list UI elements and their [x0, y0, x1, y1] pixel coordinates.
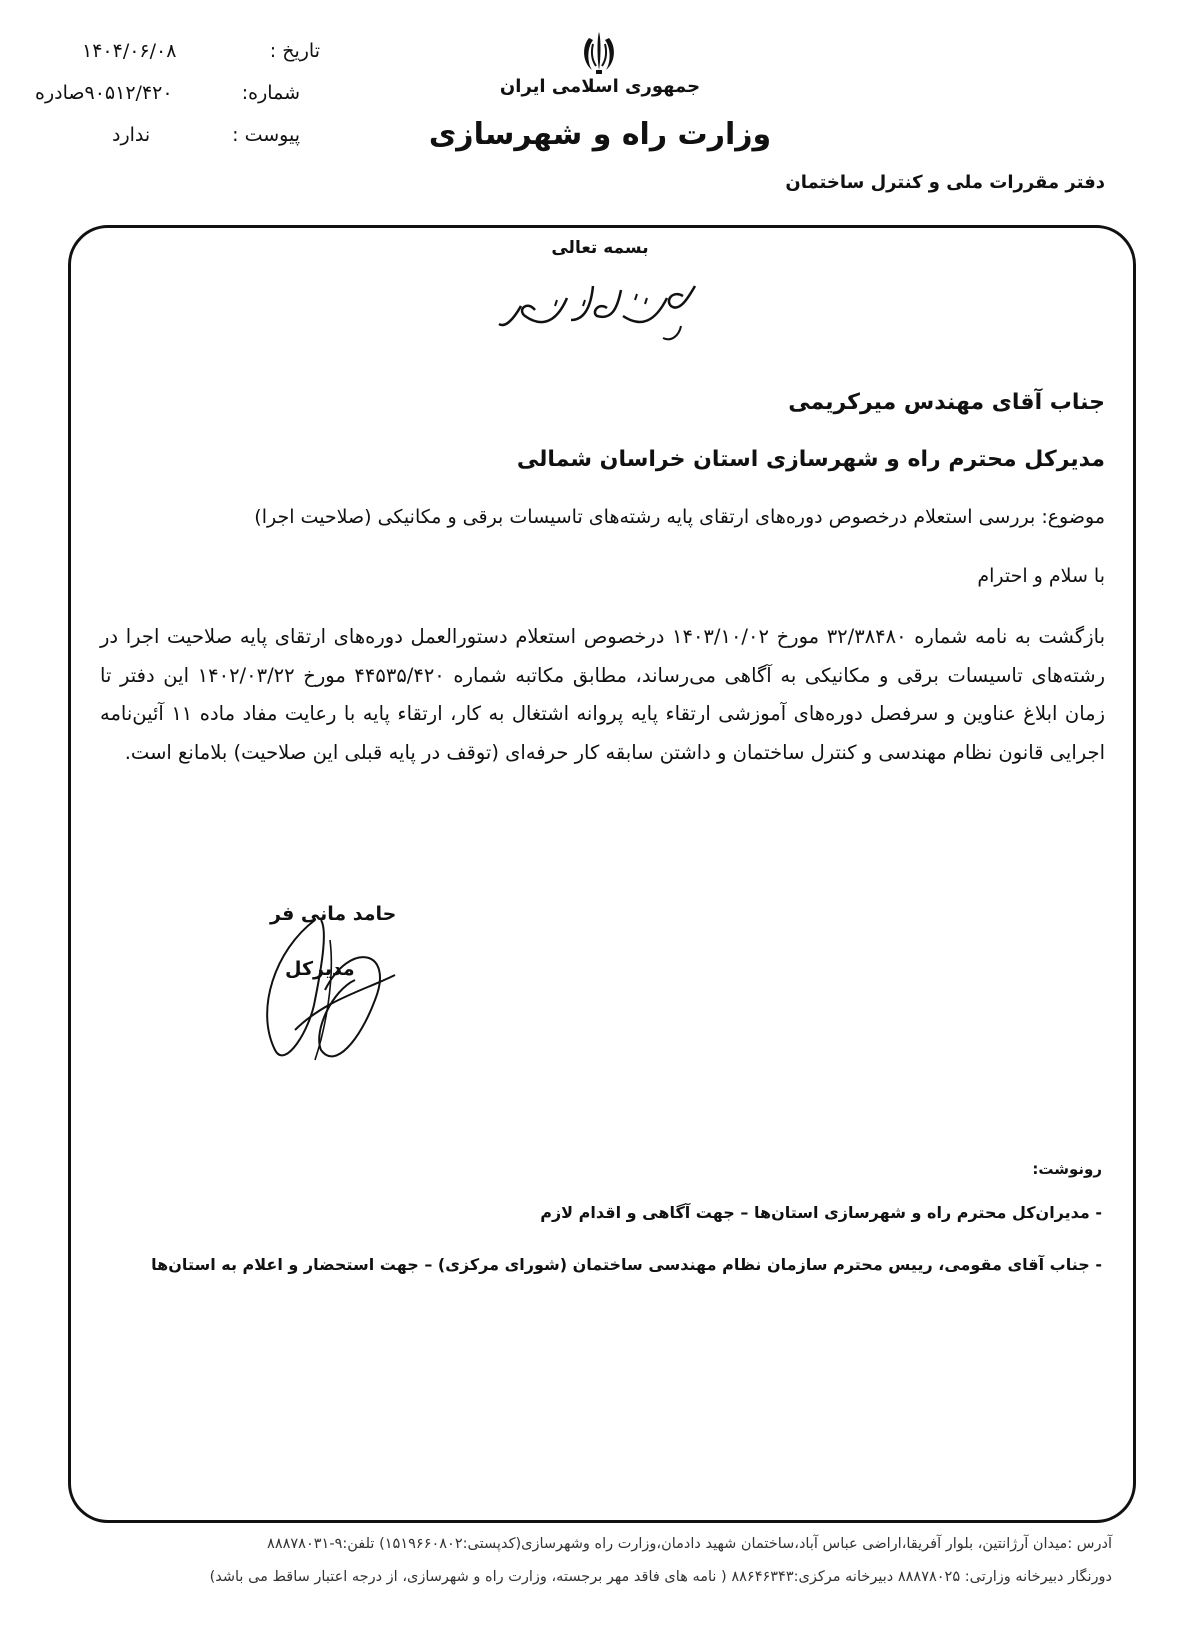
letter-body: بازگشت به نامه شماره ۳۲/۳۸۴۸۰ مورخ ۱۴۰۳/۱۰/۰۲ درخصوص استعلام دستورالعمل دوره‌های ارتقای پایه صلاحیت اجرا در رشته‌های تاسیسات برقی و مکانیکی به آگاهی می‌رساند، مطابق مکاتبه شماره ۴۴۵۳۵/۴۲۰ مورخ ۱۴۰۲/۰۳/۲۲ این دفتر تا زمان ابلاغ عناوین و سرفصل دوره‌های آموزشی ارتقاء پایه پروانه اشتغال به کار، ارتقاء پایه با رعایت مفاد ماده ۱۱ آئین‌نامه اجرایی قانون نظام مهندسی و کنترل ساختمان و داشتن سابقه کار حرفه‌ای (توقف در پایه قبلی این صلاحیت) بلامانع است.: [100, 625, 1106, 764]
signer-name: حامد مانی فر: [270, 903, 397, 925]
recipient-name: جناب آقای مهندس میرکریمی: [788, 390, 1105, 415]
date-value: ۱۴۰۴/۰۶/۰۸: [82, 40, 177, 62]
bismillah: بسمه تعالی: [551, 238, 649, 258]
cc-item: - مدیران‌کل محترم راه و شهرسازی استان‌ها – جهت آگاهی و اقدام لازم: [540, 1203, 1102, 1222]
date-label: تاریخ :: [269, 40, 320, 62]
cc-item: - جناب آقای مقومی، رییس محترم سازمان نظام مهندسی ساختمان (شورای مرکزی) – جهت استحضار و اعلام به استان‌ها: [151, 1255, 1102, 1274]
office-name: دفتر مقررات ملی و کنترل ساختمان: [785, 172, 1105, 193]
greeting: با سلام و احترام: [977, 565, 1105, 587]
number-value: ۹۰۵۱۲/۴۲۰صادره: [35, 82, 173, 104]
subject-line: موضوع: بررسی استعلام درخصوص دوره‌های ارتقای پایه رشته‌های تاسیسات برقی و مکانیکی (صلاحیت اجرا): [254, 506, 1105, 528]
attachment-value: ندارد: [112, 124, 151, 146]
number-label: شماره:: [241, 82, 300, 104]
footer-address: آدرس :میدان آرژانتین، بلوار آفریقا،اراضی عباس آباد،ساختمان شهید دادمان،وزارت راه وشهرسازی(کدپستی:۱۵۱۹۶۶۰۸۰۲) تلفن:۹-۸۸۸۷۸۰۳۱: [267, 1536, 1112, 1552]
slogan-calligraphy: [495, 276, 705, 356]
footer-fax-note: دورنگار دبیرخانه وزارتی: ۸۸۸۷۸۰۲۵ دبیرخانه مرکزی:۸۸۶۴۶۳۴۳ ( نامه های فاقد مهر برجسته، وزارت راه و شهرسازی، از درجه اعتبار ساقط می باشد): [209, 1569, 1112, 1585]
country-name: جمهوری اسلامی ایران: [499, 76, 701, 97]
ministry-name: وزارت راه و شهرسازی: [428, 117, 772, 152]
recipient-title: مدیرکل محترم راه و شهرسازی استان خراسان شمالی: [516, 447, 1105, 472]
cc-heading: رونوشت:: [1032, 1160, 1102, 1178]
signer-title: مدیرکل: [285, 958, 355, 980]
attachment-label: پیوست :: [232, 124, 300, 146]
iran-emblem-icon: [574, 28, 624, 76]
letter-frame: [68, 225, 1136, 1523]
